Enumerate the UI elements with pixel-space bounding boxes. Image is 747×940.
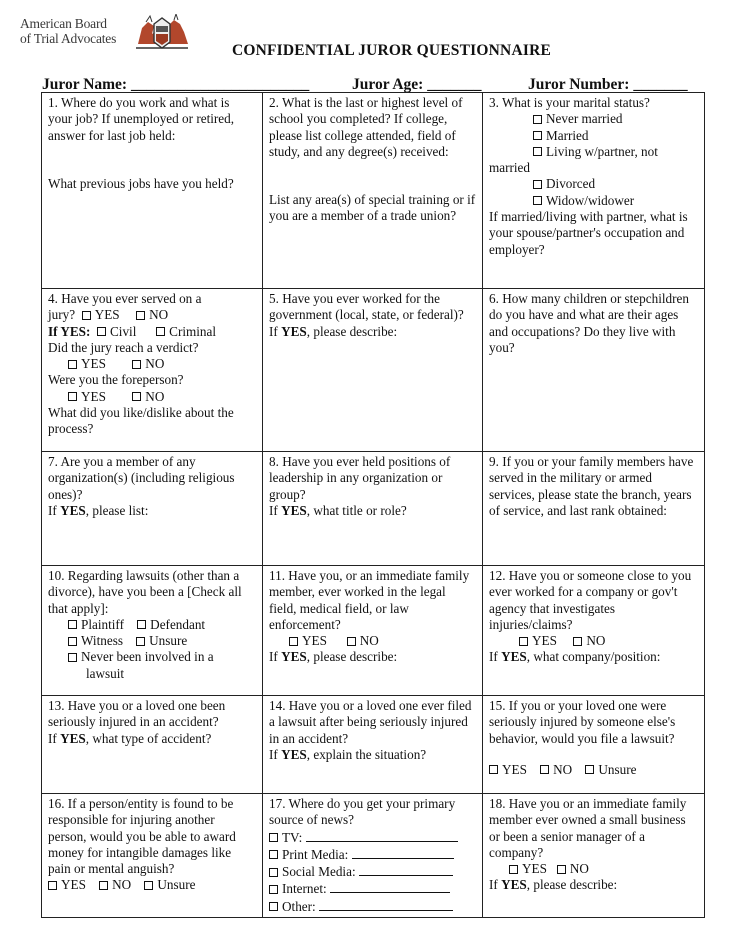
checkbox-icon[interactable] xyxy=(585,765,594,774)
checkbox-icon[interactable] xyxy=(136,311,145,320)
news-internet-option[interactable]: Internet: xyxy=(269,880,476,897)
logo-line-2: of Trial Advocates xyxy=(20,31,117,46)
checkbox-icon[interactable] xyxy=(97,327,106,336)
table-row xyxy=(42,566,705,696)
checkbox-option[interactable]: Never married xyxy=(489,111,698,127)
checkbox-icon[interactable] xyxy=(48,881,57,890)
option-row: YES NO xyxy=(269,633,476,649)
checkbox-icon[interactable] xyxy=(489,765,498,774)
checkbox-icon xyxy=(269,885,278,894)
question-text: 10. Regarding lawsuits (other than a divorce), have you been a [Check all that apply]: xyxy=(48,568,242,616)
question-14[interactable] xyxy=(263,696,483,794)
question-5[interactable] xyxy=(263,289,483,452)
question-7[interactable] xyxy=(42,452,263,566)
question-6[interactable] xyxy=(483,289,705,452)
checkbox-icon xyxy=(269,868,278,877)
question-1[interactable] xyxy=(42,93,263,289)
checkbox-icon[interactable] xyxy=(132,360,141,369)
checkbox-icon[interactable] xyxy=(573,637,582,646)
option-row: Never been involved in a xyxy=(48,649,256,665)
followup-text: If YES, please describe: xyxy=(269,649,398,665)
table-row xyxy=(42,289,705,452)
option-row: jury? YES NO xyxy=(48,307,169,323)
option-row: YES NO xyxy=(489,633,698,649)
question-text: 5. Have you ever worked for the government (local, state, or federal)? xyxy=(269,291,464,323)
checkbox-icon[interactable] xyxy=(99,881,108,890)
option-row: YES NO xyxy=(489,861,698,877)
question-text: 16. If a person/entity is found to be responsible for injuring another person, would you be able to award money for intangible damages like pain or mental anguish? xyxy=(48,796,236,877)
checkbox-icon[interactable] xyxy=(68,392,77,401)
news-tv-option[interactable]: TV: xyxy=(269,829,476,846)
question-text: 17. Where do you get your primary source of news? xyxy=(269,796,456,828)
checkbox-option[interactable]: Married xyxy=(489,128,698,144)
followup-text: If YES, please list: xyxy=(48,502,149,518)
checkbox-icon[interactable] xyxy=(347,637,356,646)
checkbox-icon[interactable] xyxy=(557,865,566,874)
question-text: 6. How many children or stepchildren do you have and what are their ages and occupations? Do they live with you? xyxy=(489,291,689,355)
question-text: Did the jury reach a verdict? xyxy=(48,339,199,355)
checkbox-icon xyxy=(269,833,278,842)
option-row: Witness Unsure xyxy=(48,633,256,649)
question-8[interactable] xyxy=(263,452,483,566)
question-text: 14. Have you or a loved one ever filed a lawsuit after being seriously injured in an accident? xyxy=(269,698,472,746)
option-continuation: married xyxy=(489,160,531,176)
question-16[interactable] xyxy=(42,794,263,918)
question-text: 13. Have you or a loved one been seriously injured in an accident? xyxy=(48,698,226,730)
question-3[interactable] xyxy=(483,93,705,289)
news-social-option[interactable]: Social Media: xyxy=(269,863,476,880)
checkbox-icon[interactable] xyxy=(68,360,77,369)
question-text: List any area(s) of special training or if you are a member of a trade union? xyxy=(269,192,476,224)
table-row xyxy=(42,794,705,918)
question-text: 11. Have you, or an immediate family member, ever worked in the legal field, medical field, or law enforcement? xyxy=(269,568,470,632)
option-row: YES NO Unsure xyxy=(48,877,256,893)
checkbox-icon[interactable] xyxy=(156,327,165,336)
checkbox-icon xyxy=(533,115,542,124)
questionnaire-table xyxy=(41,92,705,918)
checkbox-icon[interactable] xyxy=(137,620,146,629)
checkbox-icon xyxy=(533,131,542,140)
followup-text: If YES, explain the situation? xyxy=(269,746,427,762)
option-continuation: lawsuit xyxy=(86,665,125,681)
question-9[interactable] xyxy=(483,452,705,566)
page-title: CONFIDENTIAL JUROR QUESTIONNAIRE xyxy=(231,42,552,59)
option-row: YES NO xyxy=(48,356,256,372)
question-10[interactable] xyxy=(42,566,263,696)
table-row xyxy=(42,452,705,566)
table-row xyxy=(42,696,705,794)
question-text: 12. Have you or someone close to you ever worked for a company or gov't agency that investigates injuries/claims? xyxy=(489,568,692,632)
option-row: Plaintiff Defendant xyxy=(48,617,256,633)
checkbox-icon xyxy=(533,196,542,205)
checkbox-icon[interactable] xyxy=(136,637,145,646)
juror-number-field[interactable]: Juror Number: _______ xyxy=(528,76,688,93)
question-4[interactable] xyxy=(42,289,263,452)
checkbox-icon[interactable] xyxy=(132,392,141,401)
juror-name-field[interactable]: Juror Name: _______________________ xyxy=(42,76,310,93)
checkbox-icon[interactable] xyxy=(68,620,77,629)
question-text: 9. If you or your family members have served in the military or armed services, please state the branch, years of service, and last rank obtained: xyxy=(489,454,694,518)
question-text: 2. What is the last or highest level of school you completed? If college, please list college attended, field of study, and any degree(s) received: xyxy=(269,95,463,159)
question-12[interactable] xyxy=(483,566,705,696)
table-row xyxy=(42,93,705,289)
logo-line-1: American Board xyxy=(20,16,107,31)
question-text: 3. What is your marital status? xyxy=(489,95,650,110)
checkbox-option[interactable]: Divorced xyxy=(489,176,698,192)
question-text: 8. Have you ever held positions of leadership in any organization or group? xyxy=(269,454,451,502)
checkbox-icon[interactable] xyxy=(68,637,77,646)
question-text: What did you like/dislike about the process? xyxy=(48,405,234,437)
question-17[interactable] xyxy=(263,794,483,918)
question-text: 18. Have you or an immediate family member ever owned a small business or been a senior manager of a company? xyxy=(489,796,687,860)
option-row: If YES: Civil Criminal xyxy=(48,323,217,339)
checkbox-option[interactable]: Living w/partner, not xyxy=(489,144,698,160)
question-text: If married/living with partner, what is your spouse/partner's occupation and employer? xyxy=(489,209,688,257)
checkbox-icon[interactable] xyxy=(144,881,153,890)
checkbox-icon xyxy=(269,850,278,859)
checkbox-icon xyxy=(269,902,278,911)
checkbox-icon[interactable] xyxy=(509,865,518,874)
question-text: 7. Are you a member of any organization(s) (including religious ones)? xyxy=(48,454,235,502)
checkbox-icon[interactable] xyxy=(540,765,549,774)
followup-text: If YES, what title or role? xyxy=(269,502,407,518)
followup-text: If YES, what type of accident? xyxy=(48,730,212,746)
followup-text: If YES, please describe: xyxy=(489,877,618,893)
question-2[interactable] xyxy=(263,93,483,289)
news-other-option[interactable]: Other: xyxy=(269,898,476,915)
news-print-option[interactable]: Print Media: xyxy=(269,846,476,863)
juror-age-field[interactable]: Juror Age: _______ xyxy=(352,76,482,93)
checkbox-icon xyxy=(533,180,542,189)
option-row: YES NO xyxy=(48,389,256,405)
question-11[interactable] xyxy=(263,566,483,696)
checkbox-icon[interactable] xyxy=(68,653,77,662)
question-text: 1. Where do you work and what is your job? If unemployed or retired, answer for last job held: xyxy=(48,95,235,143)
question-text: What previous jobs have you held? xyxy=(48,175,234,191)
checkbox-icon[interactable] xyxy=(82,311,91,320)
checkbox-option[interactable]: Widow/widower xyxy=(489,193,698,209)
option-row: YES NO Unsure xyxy=(489,762,698,778)
question-18[interactable] xyxy=(483,794,705,918)
question-text: Were you the foreperson? xyxy=(48,372,184,388)
checkbox-icon[interactable] xyxy=(289,637,298,646)
followup-text: If YES, what company/position: xyxy=(489,649,661,665)
checkbox-icon[interactable] xyxy=(519,637,528,646)
question-text: 15. If you or your loved one were seriously injured by someone else's behavior, would you file a lawsuit? xyxy=(489,698,676,746)
question-text: 4. Have you ever served on a xyxy=(48,291,202,306)
question-15[interactable] xyxy=(483,696,705,794)
question-13[interactable] xyxy=(42,696,263,794)
checkbox-icon xyxy=(533,147,542,156)
followup-text: If YES, please describe: xyxy=(269,323,398,339)
